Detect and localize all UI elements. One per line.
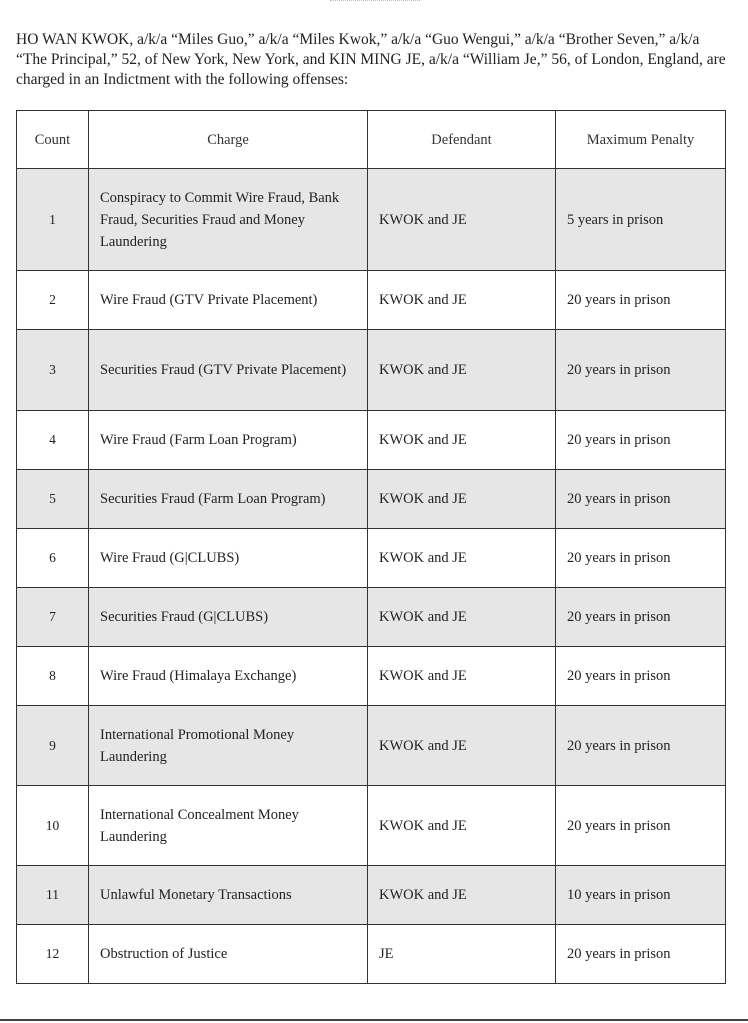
penalty-cell: 20 years in prison (556, 330, 726, 411)
penalty-cell: 5 years in prison (556, 169, 726, 271)
top-divider (330, 0, 420, 4)
table-row (17, 706, 726, 786)
charge-cell: Securities Fraud (G|CLUBS) (89, 588, 368, 647)
penalty-cell: 20 years in prison (556, 470, 726, 529)
count-cell: 9 (17, 706, 89, 786)
table-header-row (17, 111, 726, 169)
charge-cell: Conspiracy to Commit Wire Fraud, Bank Fraud, Securities Fraud and Money Laundering (89, 169, 368, 271)
table-row (17, 470, 726, 529)
charge-cell: International Promotional Money Laundering (89, 706, 368, 786)
table-row (17, 411, 726, 470)
count-cell: 5 (17, 470, 89, 529)
table-row (17, 169, 726, 271)
penalty-cell: 10 years in prison (556, 866, 726, 925)
table-row (17, 588, 726, 647)
defendant-cell: KWOK and JE (368, 529, 556, 588)
count-cell: 4 (17, 411, 89, 470)
penalty-cell: 20 years in prison (556, 411, 726, 470)
penalty-cell: 20 years in prison (556, 647, 726, 706)
defendant-cell: KWOK and JE (368, 271, 556, 330)
defendant-cell: KWOK and JE (368, 588, 556, 647)
header-defendant: Defendant (368, 111, 556, 169)
charges-table (16, 110, 726, 984)
table-row (17, 866, 726, 925)
defendant-cell: KWOK and JE (368, 647, 556, 706)
defendant-cell: KWOK and JE (368, 330, 556, 411)
count-cell: 6 (17, 529, 89, 588)
count-cell: 11 (17, 866, 89, 925)
table-row (17, 271, 726, 330)
penalty-cell: 20 years in prison (556, 529, 726, 588)
penalty-cell: 20 years in prison (556, 786, 726, 866)
penalty-cell: 20 years in prison (556, 271, 726, 330)
count-cell: 8 (17, 647, 89, 706)
count-cell: 2 (17, 271, 89, 330)
defendant-cell: KWOK and JE (368, 411, 556, 470)
bottom-divider (0, 1019, 748, 1021)
defendant-cell: KWOK and JE (368, 169, 556, 271)
defendant-cell: JE (368, 925, 556, 984)
charge-cell: Securities Fraud (Farm Loan Program) (89, 470, 368, 529)
charge-cell: Wire Fraud (G|CLUBS) (89, 529, 368, 588)
penalty-cell: 20 years in prison (556, 706, 726, 786)
header-charge: Charge (89, 111, 368, 169)
table-row (17, 786, 726, 866)
table-row (17, 330, 726, 411)
intro-paragraph: HO WAN KWOK, a/k/a “Miles Guo,” a/k/a “Miles Kwok,” a/k/a “Guo Wengui,” a/k/a “Brother Seven,” a/k/a “The Principal,” 52, of New York, New York, and KIN MING JE, a/k/a “William Je,” 56, of London, England, are charged in an Indictment with the following offenses: (16, 31, 726, 88)
charge-cell: Wire Fraud (Himalaya Exchange) (89, 647, 368, 706)
count-cell: 3 (17, 330, 89, 411)
table-row (17, 529, 726, 588)
charge-cell: Obstruction of Justice (89, 925, 368, 984)
penalty-cell: 20 years in prison (556, 925, 726, 984)
count-cell: 7 (17, 588, 89, 647)
charge-cell: Securities Fraud (GTV Private Placement) (89, 330, 368, 411)
charge-cell: Wire Fraud (GTV Private Placement) (89, 271, 368, 330)
count-cell: 12 (17, 925, 89, 984)
charge-cell: Wire Fraud (Farm Loan Program) (89, 411, 368, 470)
count-cell: 1 (17, 169, 89, 271)
defendant-cell: KWOK and JE (368, 786, 556, 866)
table-row (17, 647, 726, 706)
header-max-penalty: Maximum Penalty (556, 111, 726, 169)
charge-cell: Unlawful Monetary Transactions (89, 866, 368, 925)
defendant-cell: KWOK and JE (368, 470, 556, 529)
charge-cell: International Concealment Money Laundering (89, 786, 368, 866)
table-row (17, 925, 726, 984)
count-cell: 10 (17, 786, 89, 866)
penalty-cell: 20 years in prison (556, 588, 726, 647)
defendant-cell: KWOK and JE (368, 866, 556, 925)
defendant-cell: KWOK and JE (368, 706, 556, 786)
header-count: Count (17, 111, 89, 169)
